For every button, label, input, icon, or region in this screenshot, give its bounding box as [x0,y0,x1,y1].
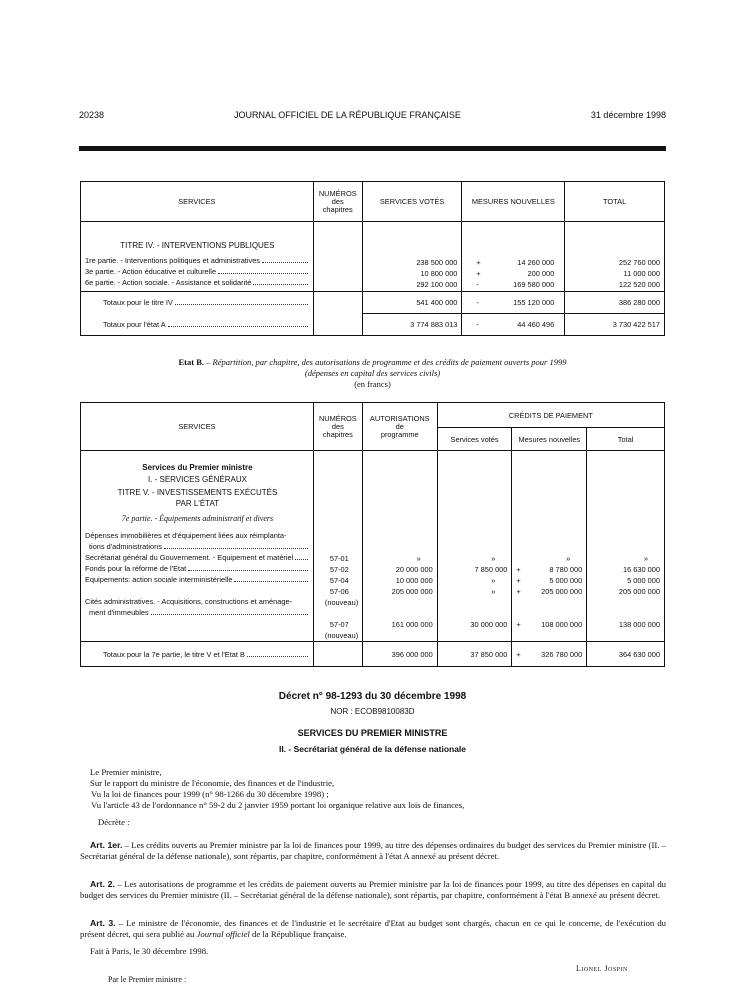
total-etat-total: 3 730 422 517 [565,314,665,336]
fait-line: Fait à Paris, le 30 décembre 1998. [90,946,209,956]
votes-cell: 238 500 000 10 800 000 292 100 000 [362,222,462,292]
etat-a-table [80,181,665,336]
row-label: 3e partie. - Action éducative et culturelle [85,266,310,277]
mesures-cell: + 14 260 000 + 200 000 - 169 580 000 [462,222,565,292]
article-3: Art. 3. – Le ministre de l'économie, des finances et de l'industrie et le secrétaire d'Etat au budget sont chargés, chacun en ce qui le concerne, de l'exécution du présent décret, qui sera publié au Journal officiel de la République française. [80,918,667,939]
total-etat-b-label: Totaux pour la 7e partie, le titre V et l'Etat B [81,642,314,667]
issue-date: 31 décembre 1998 [590,110,666,120]
total-titre-mesures: - 155 120 000 [462,292,565,314]
col-credits: CRÉDITS DE PAIEMENT [437,403,664,428]
col-services-votes: SERVICES VOTÉS [362,182,462,222]
subservice-title: II. - Secrétariat général de la défense nationale [278,744,467,754]
article-2: Art. 2. – Les autorisations de programme et les crédits de paiement ouverts au Premier ministre par la loi de finances pour 1999, au titre des dépenses en capital du budget des services du Premier ministre (II. – Secrétariat général de la défense nationale), sont répartis, par chapitre, conformément à l'état B annexé au présent décret. [80,879,667,900]
col-total: TOTAL [565,182,665,222]
page-header [79,110,666,120]
col-numeros: NUMÉROS des chapitres [313,182,362,222]
total-mesures: + 326 780 000 [512,642,587,667]
total-etat-mesures: - 44 460 496 [462,314,565,336]
mesures-cell: » + 8 780 000 + 5 000 000 + 205 000 000 + 108 000 000 [512,451,587,642]
titre-v: TITRE V. - INVESTISSEMENTS EXÉCUTÉS [117,488,278,497]
col-total: Total [587,428,665,451]
numeros-cell [313,222,362,292]
total-cell: » 16 630 000 5 000 000 205 000 000 138 000 000 [587,451,665,642]
col-autorisations: AUTORISATIONS de programme [362,403,437,451]
total-etat-label: Totaux pour l'état A [81,314,314,336]
autorisations-cell: » 20 000 000 10 000 000 205 000 000 161 000 000 [362,451,437,642]
titre-v-cont: PAR L'ÉTAT [175,499,220,508]
ministry-title: Services du Premier ministre [142,463,253,472]
row-label: 6e partie. - Action sociale. - Assistance et solidarité [85,277,310,288]
col-services-votes: Services votés [437,428,512,451]
col-mesures: MESURES NOUVELLES [462,182,565,222]
total-titre-votes: 541 400 000 [362,292,462,314]
etat-b-table [80,402,665,667]
row-label: Cités administratives. - Acquisitions, constructions et aménage- [85,597,293,606]
article-1: Art. 1er. – Les crédits ouverts au Premier ministre par la loi de finances pour 1999, au titre des dépenses ordinaires du budget des services du Premier ministre (II. – Secrétariat général de la défense nationale), sont répartis, par chapitre, conformément à l'état A annexé au présent décret. [80,840,666,861]
col-mesures-nouvelles: Mesures nouvelles [512,428,587,451]
section-title: TITRE IV. - INTERVENTIONS PUBLIQUES [120,241,275,250]
total-votes: 37 850 000 [437,642,512,667]
total-total: 364 630 000 [587,642,665,667]
etat-b-caption: Etat B. – Répartition, par chapitre, des autorisations de programme et des crédits de paiement ouverts pour 1999 (dépenses en capital des services civils) (en francs) [178,357,567,389]
total-titre-total: 386 280 000 [565,292,665,314]
col-numeros: NUMÉROS des chapitres [313,403,362,451]
decret-intro: Le Premier ministre, Sur le rapport du ministre de l'économie, des finances et de l'industrie, Vu la loi de finances pour 1999 (n° 98-1266 du 30 décembre 1998) ; Vu l'article 43 de l'ordonnance n° 59-2 du 2 janvier 1959 portant loi organique relative aux lois de finances, Décrète : [90,767,465,827]
section-title: I. - SERVICES GÉNÉRAUX [147,475,247,484]
chapitres-cell: 57-01 57-02 57-04 57-06 (nouveau) 57-07 (nouveau) [313,451,362,642]
total-cell: 252 760 000 11 000 000 122 520 000 [565,222,665,292]
partie-title: 7e partie. - Équipements administratif et divers [121,514,274,523]
row-label: Dépenses immobilières et d'équipement liées aux réimplanta- [85,531,287,540]
page-number: 20238 [79,110,105,120]
signature: Lionel Jospin [576,964,628,973]
services-block: Services du Premier ministre I. - SERVICES GÉNÉRAUX TITRE V. - INVESTISSEMENTS EXÉCUTÉS PAR L'ÉTAT 7e partie. - Équipements administratif et divers Dépenses immobilières et d'équipement liées aux réimplanta- tions d'administrations Secrétariat général du Gouvernement. - Equipement et matériel Fonds pour la réforme de l'Etat Equipements: action sociale interministérielle Cités administratives. - Acquisitions, constructions et aménage- ment d'immeubles [81,451,314,642]
col-services: SERVICES [81,403,314,451]
journal-title: JOURNAL OFFICIEL DE LA RÉPUBLIQUE FRANÇAISE [234,110,461,120]
total-autorisations: 396 000 000 [362,642,437,667]
titre-iv-block [81,222,314,292]
row-label: 1re partie. - Interventions politiques et administratives [85,255,310,266]
service-title: SERVICES DU PREMIER MINISTRE [297,728,448,738]
total-etat-votes: 3 774 883 013 [362,314,462,336]
par-line: Par le Premier ministre : [108,975,187,984]
total-titre-label: Totaux pour le titre IV [81,292,314,314]
header-rule [79,146,666,151]
votes-cell: » 7 850 000 » » 30 000 000 [437,451,512,642]
nor-line: NOR : ECOB9810083D [330,707,415,716]
decret-title: Décret n° 98-1293 du 30 décembre 1998 [278,691,467,702]
col-services: SERVICES [81,182,314,222]
